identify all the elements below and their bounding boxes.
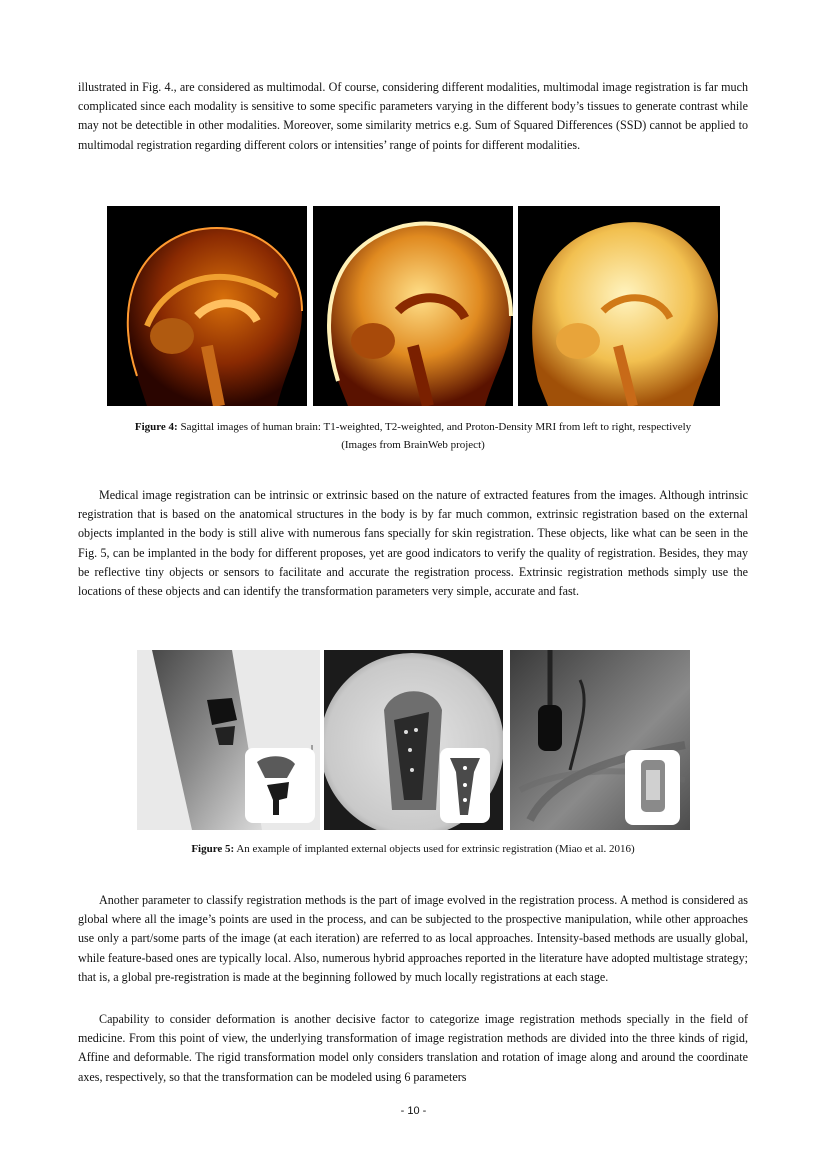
figure-4-caption-source: (Images from BrainWeb project) [341,439,485,451]
body-paragraph: Medical image registration can be intrinsic or extrinsic based on the nature of extracted features from the images. Although intrinsic registration that is based on the anatomical structures in the body is by far much common, extrinsic registration based on the external objects implanted in the body is still alive with numerous fans specially for skin registration. These objects, like what can be seen in the Fig. 5, can be implanted in the body for different proposes, yet are good indicators to verify the quality of registration. Besides, they may be reflective tiny objects or sensors to facilitate and accurate the registration process. Extrinsic registration methods simply use the locations of these objects and can identify the transformation parameters very simple, accurate and fast. [78,488,748,599]
page-number: - 10 - [400,1105,427,1117]
figure-5-caption [78,840,748,858]
body-paragraph: Another parameter to classify registration methods is the part of image evolved in the registration process. A method is considered as global where all the image’s points are used in the process, and can be subjected to the prospective manipulation, while other approaches use only a part/some parts of the image (at each iteration) are referred to as local approaches. Intensity-based methods are usually global, while feature-based ones are typically local. Also, numerous hybrid approaches reported in the literature have adopted multistage strategy; that is, a global pre-registration is made at the beginning followed by much locally registrations at each stage. [78,893,748,984]
plate-implant-xray-image [324,650,503,830]
figure-5-label: Figure 5: [191,843,235,855]
body-paragraph: Capability to consider deformation is another decisive factor to categorize image registration methods specially in the field of medicine. From this point of view, the underlying transformation of image registration methods are divided into the three kinds of rigid, Affine and deformable. The rigid transformation model only considers translation and rotation of image along and around the coordinate axes, respectively, so that the transformation can be modeled using 6 parameters [78,1012,748,1084]
knee-implant-xray-image [137,650,320,830]
pacemaker-xray-image [510,650,690,830]
body-paragraph: illustrated in Fig. 4., are considered as multimodal. Of course, considering different modalities, multimodal image registration is far much complicated since each modality is sensitive to some specific parameters varying in the different body’s tissues to generate contrast while may not be detectible in other modalities. Moreover, some similarity metrics e.g. Sum of Squared Differences (SSD) cannot be applied to multimodal registration regarding different colors or intensities’ range of points for different modalities. [78,80,748,152]
t1-mri-image [107,206,307,406]
figure-4-caption [78,418,748,454]
proton-density-mri-image [518,206,720,406]
t2-mri-image [313,206,513,406]
figure-4-label: Figure 4: [134,421,178,433]
figure-4-caption-text: Sagittal images of human brain: T1-weighted, T2-weighted, and Proton-Density MRI from left to right, respectively [180,421,692,433]
figure-5-caption-text: An example of implanted external objects used for extrinsic registration (Miao et al. 2016) [236,843,635,855]
